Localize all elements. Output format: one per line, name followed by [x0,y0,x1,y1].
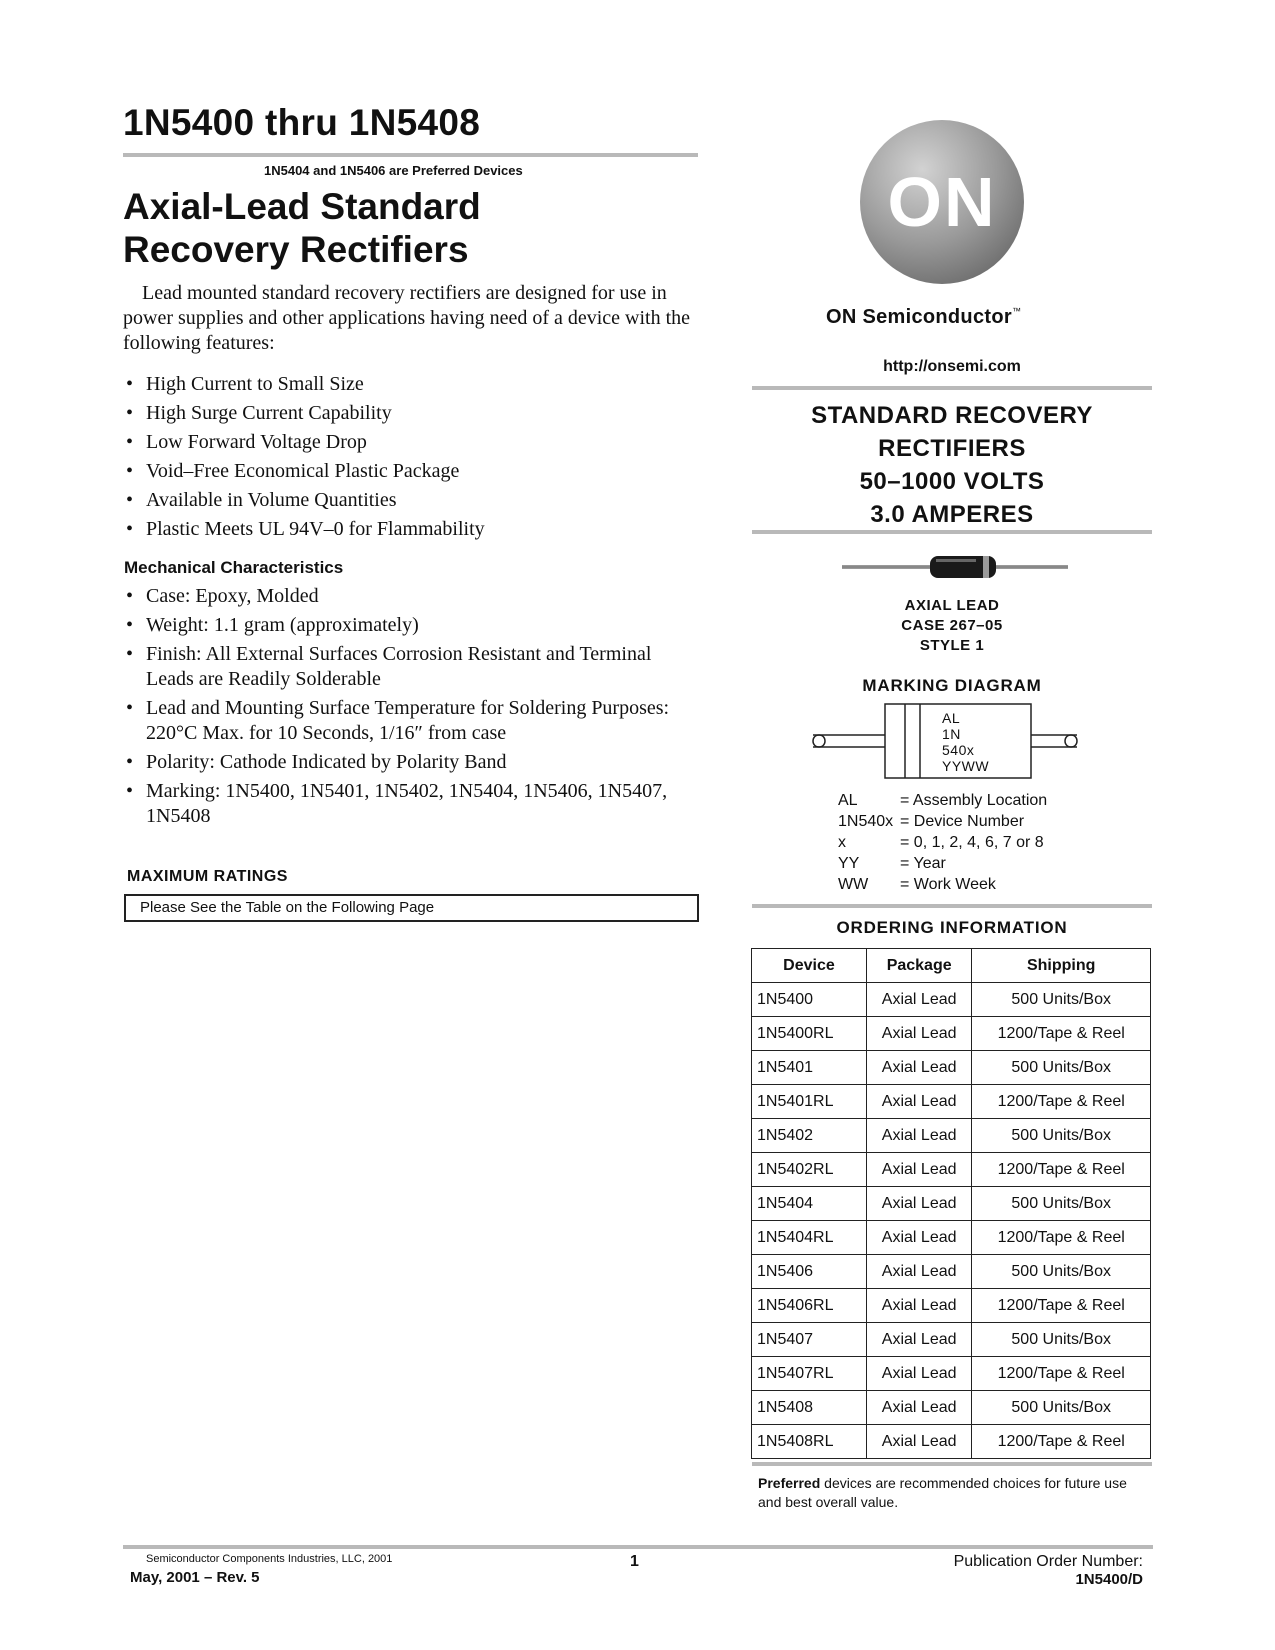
mechanical-list [124,584,704,833]
table-row [752,1119,1151,1153]
package-cell: Axial Lead [866,983,971,1017]
shipping-cell: 500 Units/Box [972,1119,1151,1153]
publication-number: 1N5400/D [1075,1571,1143,1588]
right-divider [752,386,1152,390]
device-cell: 1N5401 [752,1051,867,1085]
list-item: • Weight: 1.1 gram (approximately) [124,613,704,638]
list-item: • Polarity: Cathode Indicated by Polarity Band [124,750,704,775]
heading-line-1: Axial-Lead Standard [123,186,481,227]
list-item: • Plastic Meets UL 94V–0 for Flammability [124,517,704,546]
on-logo [858,118,1026,286]
ordering-header-row [752,949,1151,983]
list-item: • Case: Epoxy, Molded [124,584,704,609]
website-link[interactable]: http://onsemi.com [883,358,1021,375]
table-row [752,1323,1151,1357]
column-header-shipping: Shipping [972,949,1151,983]
device-cell: 1N5408 [752,1391,867,1425]
footer-divider [123,1545,1153,1549]
case-line-1: AXIAL LEAD [904,597,1000,614]
device-cell: 1N5400RL [752,1017,867,1051]
case-line-3: STYLE 1 [919,637,985,654]
shipping-cell: 500 Units/Box [972,983,1151,1017]
legend-row: x = 0, 1, 2, 4, 6, 7 or 8 [838,834,1044,851]
intro-paragraph: Lead mounted standard recovery rectifiers are designed for use in power supplies and other applications having need of a device with the following features: [123,282,691,354]
ordering-table [751,948,1151,1459]
legend-row: AL = Assembly Location [838,792,1048,809]
shipping-cell: 500 Units/Box [972,1255,1151,1289]
table-row [752,1017,1151,1051]
right-divider [752,530,1152,534]
package-cell: Axial Lead [866,1119,971,1153]
ordering-info-title: ORDERING INFORMATION [836,918,1068,937]
package-cell: Axial Lead [866,1323,971,1357]
shipping-cell: 1200/Tape & Reel [972,1221,1151,1255]
page-number: 1 [630,1553,639,1570]
device-cell: 1N5400 [752,983,867,1017]
legend-row: WW = Work Week [838,876,996,893]
legend-row: 1N540x = Device Number [838,813,1025,830]
list-item: • High Current to Small Size [124,372,704,401]
package-cell: Axial Lead [866,1255,971,1289]
product-line-3: 50–1000 VOLTS [859,468,1045,495]
preferred-footnote: Preferred devices are recommended choices for future use and best overall value. [758,1475,1127,1510]
device-cell: 1N5401RL [752,1085,867,1119]
device-cell: 1N5407RL [752,1357,867,1391]
on-logo-icon [858,118,1026,286]
table-row [752,1221,1151,1255]
page-title: 1N5400 thru 1N5408 [123,102,481,143]
shipping-cell: 1200/Tape & Reel [972,1017,1151,1051]
trademark-symbol: ™ [1011,306,1022,316]
marking-line: 540x [942,742,975,758]
marking-legend [838,790,1047,895]
footer-copyright: Semiconductor Components Industries, LLC, 2001 [146,1553,393,1565]
column-header-device: Device [752,949,867,983]
column-header-package: Package [866,949,971,983]
package-cell: Axial Lead [866,1085,971,1119]
legend-row: YY = Year [838,855,946,872]
marking-line: YYWW [942,758,990,774]
table-row [752,1425,1151,1459]
diode-illustration [840,550,1070,589]
package-cell: Axial Lead [866,1391,971,1425]
table-row [752,1187,1151,1221]
shipping-cell: 1200/Tape & Reel [972,1153,1151,1187]
preferred-devices-note: 1N5404 and 1N5406 are Preferred Devices [264,163,523,178]
footer-date: May, 2001 – Rev. 5 [130,1569,260,1586]
brand-name: ON Semiconductor™ [826,306,1022,328]
marking-line: 1N [942,726,961,742]
list-item: • Marking: 1N5400, 1N5401, 1N5402, 1N5404, 1N5406, 1N5407, 1N5408 [124,779,704,829]
package-cell: Axial Lead [866,1289,971,1323]
device-cell: 1N5408RL [752,1425,867,1459]
marking-diagram-title: MARKING DIAGRAM [862,676,1042,695]
package-cell: Axial Lead [866,1017,971,1051]
shipping-cell: 500 Units/Box [972,1187,1151,1221]
table-row [752,1255,1151,1289]
device-cell: 1N5404 [752,1187,867,1221]
shipping-cell: 500 Units/Box [972,1323,1151,1357]
package-cell: Axial Lead [866,1425,971,1459]
list-item: • High Surge Current Capability [124,401,704,430]
max-ratings-title: MAXIMUM RATINGS [127,868,288,885]
list-item: • Finish: All External Surfaces Corrosion Resistant and Terminal Leads are Readily Solderable [124,642,704,692]
shipping-cell: 1200/Tape & Reel [972,1289,1151,1323]
package-cell: Axial Lead [866,1153,971,1187]
publication-label: Publication Order Number: [953,1553,1143,1570]
list-item: • Available in Volume Quantities [124,488,704,517]
device-cell: 1N5404RL [752,1221,867,1255]
product-line-2: RECTIFIERS [878,435,1026,462]
list-item: • Void–Free Economical Plastic Package [124,459,704,488]
package-cell: Axial Lead [866,1051,971,1085]
case-info [752,596,1152,656]
title-divider [123,153,698,157]
product-line-1: STANDARD RECOVERY [811,402,1093,429]
device-cell: 1N5406RL [752,1289,867,1323]
marking-line: AL [942,710,961,726]
table-row [752,1289,1151,1323]
max-ratings-note: Please See the Table on the Following Page [124,894,699,922]
shipping-cell: 1200/Tape & Reel [972,1357,1151,1391]
mechanical-title: Mechanical Characteristics [124,558,344,577]
table-row [752,1357,1151,1391]
heading-line-2: Recovery Rectifiers [123,229,469,270]
shipping-cell: 500 Units/Box [972,1391,1151,1425]
feature-list [124,372,704,546]
package-cell: Axial Lead [866,1357,971,1391]
marking-text [942,710,989,774]
package-cell: Axial Lead [866,1187,971,1221]
product-heading [123,185,723,271]
table-row [752,1085,1151,1119]
table-row [752,983,1151,1017]
svg-text:ON: ON [887,163,997,241]
right-divider [752,1462,1152,1466]
shipping-cell: 500 Units/Box [972,1051,1151,1085]
device-cell: 1N5402 [752,1119,867,1153]
case-line-2: CASE 267–05 [901,617,1003,634]
list-item: • Lead and Mounting Surface Temperature for Soldering Purposes: 220°C Max. for 10 Seconds, 1/16″ from case [124,696,704,746]
device-cell: 1N5407 [752,1323,867,1357]
table-row [752,1391,1151,1425]
device-cell: 1N5402RL [752,1153,867,1187]
device-cell: 1N5406 [752,1255,867,1289]
package-cell: Axial Lead [866,1221,971,1255]
shipping-cell: 1200/Tape & Reel [972,1425,1151,1459]
table-row [752,1153,1151,1187]
table-row [752,1051,1151,1085]
product-summary [752,399,1152,531]
product-line-4: 3.0 AMPERES [870,501,1034,528]
shipping-cell: 1200/Tape & Reel [972,1085,1151,1119]
list-item: • Low Forward Voltage Drop [124,430,704,459]
right-divider [752,904,1152,908]
